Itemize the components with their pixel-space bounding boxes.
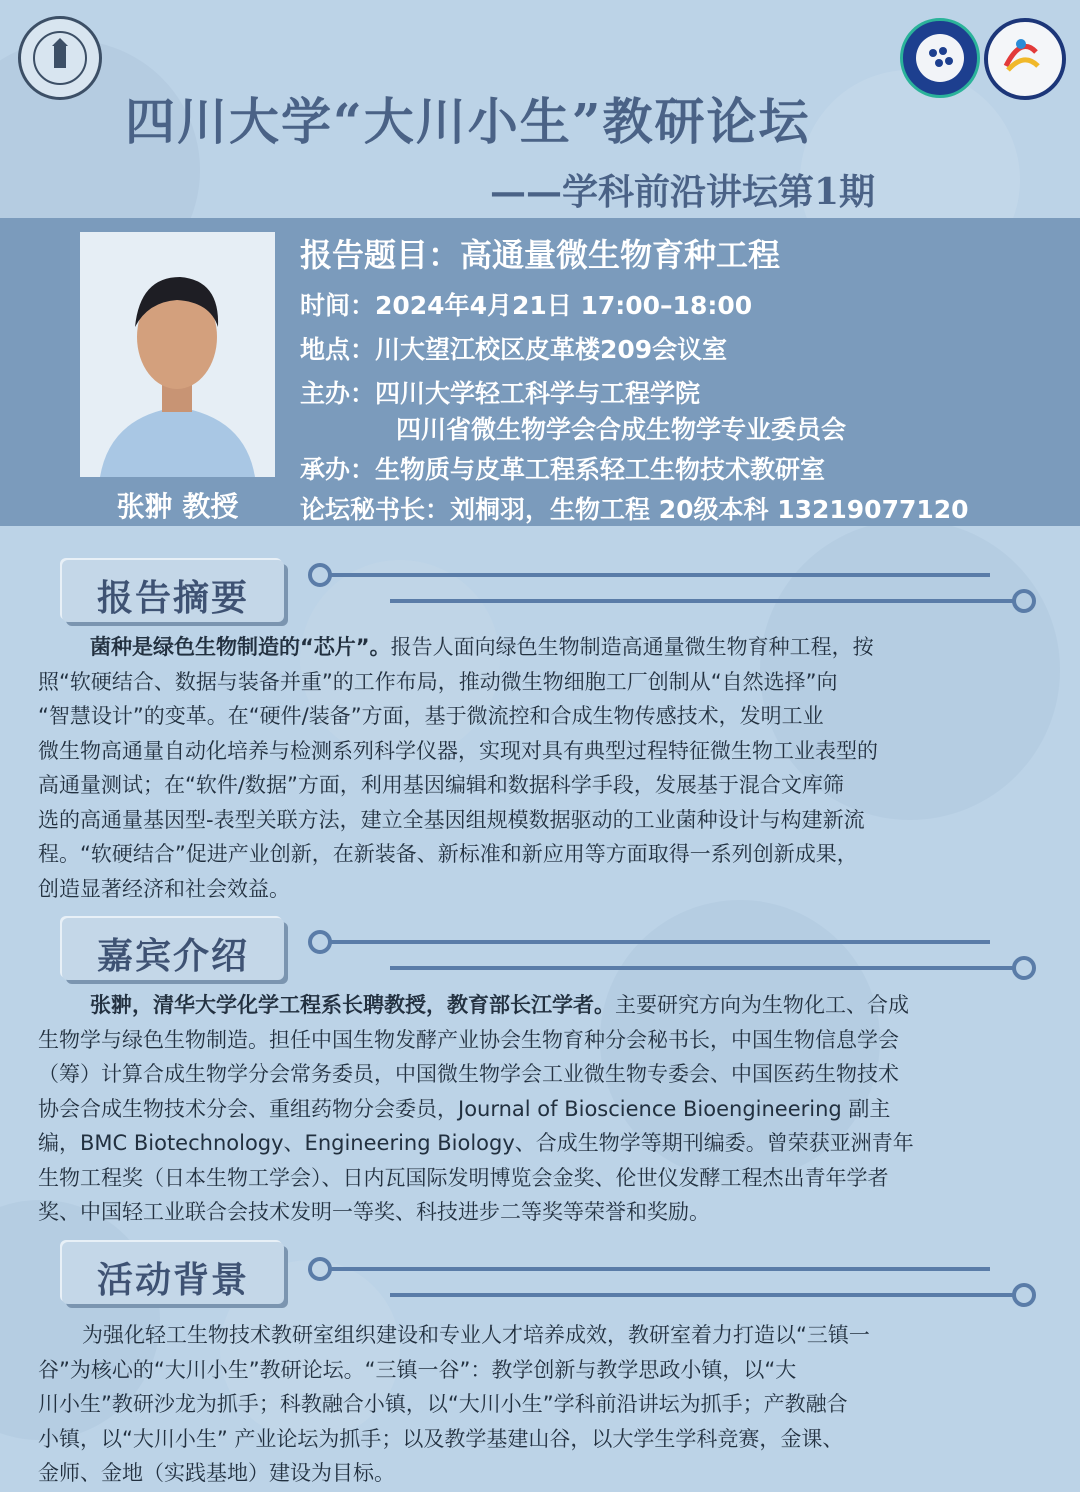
forum-title: 四川大学“大川小生”教研论坛 xyxy=(125,92,811,151)
heading-decoration xyxy=(300,927,1060,987)
microbiology-society-logo xyxy=(900,18,980,98)
section-heading-abstract: 报告摘要 xyxy=(62,560,284,622)
abstract-lead: 菌种是绿色生物制造的“芯片”。 xyxy=(90,635,391,659)
event-host-1: 主办：四川大学轻工科学与工程学院 xyxy=(300,379,701,408)
forum-subtitle: ——学科前沿讲坛第1期 xyxy=(490,171,876,213)
event-location: 地点：川大望江校区皮革楼209会议室 xyxy=(300,335,728,364)
abstract-text: 菌种是绿色生物制造的“芯片”。报告人面向绿色生物制造高通量微生物育种工程，按 照“软硬结合、数据与装备并重”的工作布局，推动微生物细胞工厂创制从“自然选择”向 “智慧设计”的变革。在“硬件/装备”方面，基于微流控和合成生物传感技术，发明工业 微生物高通量自动化培养与检测系列科学仪器，实现对具有典型过程特征微生物工业表型的 高通量测试；在“软件/数据”方面，利用基因编辑和数据科学手段，发展基于混合文库筛 选的高通量基因型-表型关联方法，建立全基因组规模数据驱动的工业菌种设计与构建新流 程。“软硬结合”促进产业创新，在新装备、新标准和新应用等方面取得一系列创新成果， 创造显著经济和社会效益。 xyxy=(38,635,878,901)
guest-lead: 张翀，清华大学化学工程系长聘教授，教育部长江学者。 xyxy=(90,993,615,1017)
sichuan-university-logo xyxy=(18,16,102,100)
speaker-photo xyxy=(80,232,275,477)
forum-secretary: 论坛秘书长：刘桐羽，生物工程 20级本科 13219077120 xyxy=(300,495,969,524)
heading-decoration xyxy=(300,560,1060,620)
speaker-name: 张翀 教授 xyxy=(116,490,239,523)
report-topic: 报告题目：高通量微生物育种工程 xyxy=(300,236,781,274)
college-logo xyxy=(984,18,1066,100)
event-time: 时间：2024年4月21日 17:00–18:00 xyxy=(300,291,753,320)
section-heading-background: 活动背景 xyxy=(62,1242,284,1304)
heading-decoration xyxy=(300,1254,1060,1314)
section-heading-guest: 嘉宾介绍 xyxy=(62,918,284,980)
event-organizer: 承办：生物质与皮革工程系轻工生物技术教研室 xyxy=(300,455,826,484)
guest-text: 张翀，清华大学化学工程系长聘教授，教育部长江学者。主要研究方向为生物化工、合成 生物学与绿色生物制造。担任中国生物发酵产业协会生物育种分会秘书长，中国生物信息学会 （筹）计算合成生物学分会常务委员，中国微生物学会工业微生物专委会、中国医药生物技术 协会合成生物技术分会、重组药物分会委员，Journal of Bioscience Bioengineering 副主 编，BMC Biotechnology、Engineering Biology、合成生物学等期刊编委。曾荣获亚洲青年 生物工程奖（日本生物工学会）、日内瓦国际发明博览会金奖、伦世仪发酵工程杰出青年学者 奖、中国轻工业联合会技术发明一等奖、科技进步二等奖等荣誉和奖励。 xyxy=(38,993,914,1224)
background-text: 为强化轻工生物技术教研室组织建设和专业人才培养成效，教研室着力打造以“三镇一 谷”为核心的“大川小生”教研论坛。“三镇一谷”：教学创新与教学思政小镇，以“大 川小生”教研沙龙为抓手；科教融合小镇，以“大川小生”学科前沿讲坛为抓手；产教融合 小镇，以“大川小生” 产业论坛为抓手；以及教学基建山谷，以大学生学科竞赛，金课、 金师、金地（实践基地）建设为目标。 xyxy=(38,1323,870,1485)
event-host-2: 四川省微生物学会合成生物学专业委员会 xyxy=(396,415,847,444)
